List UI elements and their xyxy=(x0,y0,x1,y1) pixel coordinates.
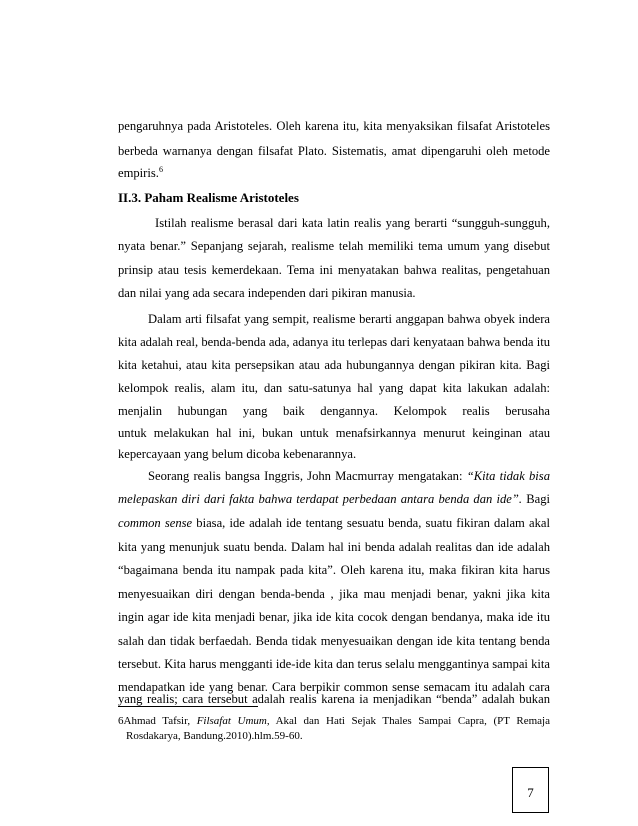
paragraph-line: nyata benar.” Sepanjang sejarah, realisme telah memiliki tema umum yang disebut xyxy=(118,239,550,253)
paragraph-line: kepercayaan yang belum dicoba kebenarannya. xyxy=(118,447,357,461)
footnote-divider xyxy=(118,706,258,707)
paragraph-line: yang realis; cara tersebut adalah realis karena ia menjadikan “benda” adalah bukan xyxy=(118,692,550,706)
footnote-ref: 6 xyxy=(158,164,163,174)
paragraph-line: melepaskan diri dari fakta bahwa terdapat perbedaan antara benda dan ide”. Bagi xyxy=(118,492,550,506)
page-number-box xyxy=(512,767,549,813)
paragraph-line: empiris.$^6$ xyxy=(118,164,163,180)
paragraph-line: ingin agar ide kita menjadi benar, jika ide kita cocok dengan bendanya, maka ide itu xyxy=(118,610,550,624)
paragraph-line: Dalam arti filsafat yang sempit, realisme berarti anggapan bahwa obyek indera xyxy=(148,312,550,326)
paragraph-line: pengaruhnya pada Aristoteles. Oleh karena itu, kita menyaksikan filsafat Aristoteles xyxy=(118,119,550,133)
paragraph-line: menyesuaikan diri dengan benda-benda , jika mau menjadi benar, yakni jika kita xyxy=(118,587,550,601)
paragraph-line: “bagaimana benda itu nampak pada kita”. Oleh karena itu, maka fikiran kita harus xyxy=(118,563,550,577)
paragraph-line: prinsip atau tesis kemerdekaan. Tema ini menyatakan bahwa realitas, pengetahuan xyxy=(118,263,550,277)
page-number: 7 xyxy=(527,785,534,800)
paragraph-line: common sense biasa, ide adalah ide tentang sesuatu benda, suatu fikiran dalam akal xyxy=(118,516,550,530)
section-heading: II.3. Paham Realisme Aristoteles xyxy=(118,190,299,205)
paragraph-line: kita ketahui, atau kita persepsikan atau ada hubungannya dengan pikiran kita. Bagi xyxy=(118,358,550,372)
paragraph-line: kelompok realis, alam itu, dan satu-satunya hal yang dapat kita lakukan adalah: xyxy=(118,381,550,395)
paragraph-line: Seorang realis bangsa Inggris, John Macmurray mengatakan: “Kita tidak bisa xyxy=(148,469,550,483)
paragraph-line: kita adalah real, benda-benda ada, adanya itu terlepas dari kenyataan bahwa benda itu xyxy=(118,335,550,349)
footnote-line: 6Ahmad Tafsir, Filsafat Umum, Akal dan Hati Sejak Thales Sampai Capra, (PT Remaja xyxy=(118,715,550,727)
paragraph-line: berbeda warnanya dengan filsafat Plato. Sistematis, amat dipengaruhi oleh metode xyxy=(118,144,550,158)
paragraph-line: Istilah realisme berasal dari kata latin realis yang berarti “sungguh-sungguh, xyxy=(155,216,550,230)
paragraph-line: kita yang menunjuk suatu benda. Dalam hal ini benda adalah realitas dan ide adalah xyxy=(118,540,550,554)
paragraph-line: mendapatkan ide yang benar. Cara berpikir common sense semacam itu adalah cara xyxy=(118,680,550,694)
paragraph-line: untuk melakukan hal ini, bukan untuk menafsirkannya menurut keinginan atau xyxy=(118,426,550,440)
paragraph-line: tersebut. Kita harus mengganti ide-ide kita dan terus selalu menggantinya sampai kita xyxy=(118,657,550,671)
paragraph-line: dan nilai yang ada secara independen dari pikiran manusia. xyxy=(118,286,416,300)
footnote-line: Rosdakarya, Bandung.2010).hlm.59-60. xyxy=(126,730,303,742)
paragraph-line: salah dan tidak berfaedah. Benda tidak menyesuaikan dengan ide kita tentang benda xyxy=(118,634,550,648)
paragraph-line: menjalin hubungan yang baik dengannya. Kelompok realis berusaha xyxy=(118,404,550,418)
